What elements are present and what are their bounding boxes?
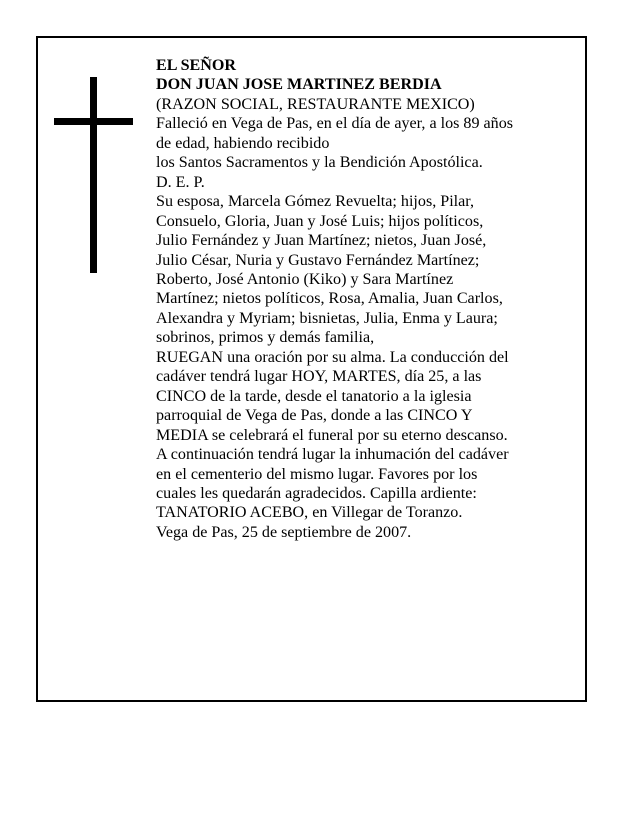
body-line: en el cementerio del mismo lugar. Favores por los bbox=[156, 465, 478, 483]
body-line: los Santos Sacramentos y la Bendición Apostólica. bbox=[156, 154, 483, 172]
body-line: parroquial de Vega de Pas, donde a las CINCO Y bbox=[156, 407, 473, 425]
body-line: cadáver tendrá lugar HOY, MARTES, día 25, a las bbox=[156, 368, 482, 386]
body-line: Su esposa, Marcela Gómez Revuelta; hijos, Pilar, bbox=[156, 193, 475, 211]
body-line: de edad, habiendo recibido bbox=[156, 134, 330, 152]
body-line: Falleció en Vega de Pas, en el día de ayer, a los 89 años bbox=[156, 115, 514, 133]
body-line: MEDIA se celebrará el funeral por su eterno descanso. bbox=[156, 426, 508, 444]
obituary-notice bbox=[36, 36, 587, 702]
body-line: TANATORIO ACEBO, en Villegar de Toranzo. bbox=[156, 504, 463, 522]
body-line: CINCO de la tarde, desde el tanatorio a la iglesia bbox=[156, 387, 472, 405]
body-line: Julio Fernández y Juan Martínez; nietos, Juan José, bbox=[156, 232, 487, 250]
body-line: Julio César, Nuria y Gustavo Fernández Martínez; bbox=[156, 251, 480, 269]
cross-vertical-bar bbox=[90, 77, 97, 273]
body-line: cuales les quedarán agradecidos. Capilla ardiente: bbox=[156, 484, 477, 502]
cross-horizontal-bar bbox=[54, 118, 133, 125]
body-line: Consuelo, Gloria, Juan y José Luis; hijos políticos, bbox=[156, 212, 484, 230]
body-line: RUEGAN una oración por su alma. La conducción del bbox=[156, 348, 509, 366]
subtitle: (RAZON SOCIAL, RESTAURANTE MEXICO) bbox=[156, 95, 475, 113]
body-line: Roberto, José Antonio (Kiko) y Sara Martínez bbox=[156, 270, 454, 288]
body-line: D. E. P. bbox=[156, 173, 205, 191]
body-line: Alexandra y Myriam; bisnietas, Julia, Enma y Laura; bbox=[156, 309, 498, 327]
date-line: Vega de Pas, 25 de septiembre de 2007. bbox=[156, 523, 412, 541]
obituary-text bbox=[156, 56, 586, 542]
deceased-name: DON JUAN JOSE MARTINEZ BERDIA bbox=[156, 76, 442, 94]
body-line: Martínez; nietos políticos, Rosa, Amalia, Juan Carlos, bbox=[156, 290, 503, 308]
heading: EL SEÑOR bbox=[156, 57, 237, 74]
body-line: A continuación tendrá lugar la inhumación del cadáver bbox=[156, 446, 509, 464]
body-line: sobrinos, primos y demás familia, bbox=[156, 329, 375, 347]
